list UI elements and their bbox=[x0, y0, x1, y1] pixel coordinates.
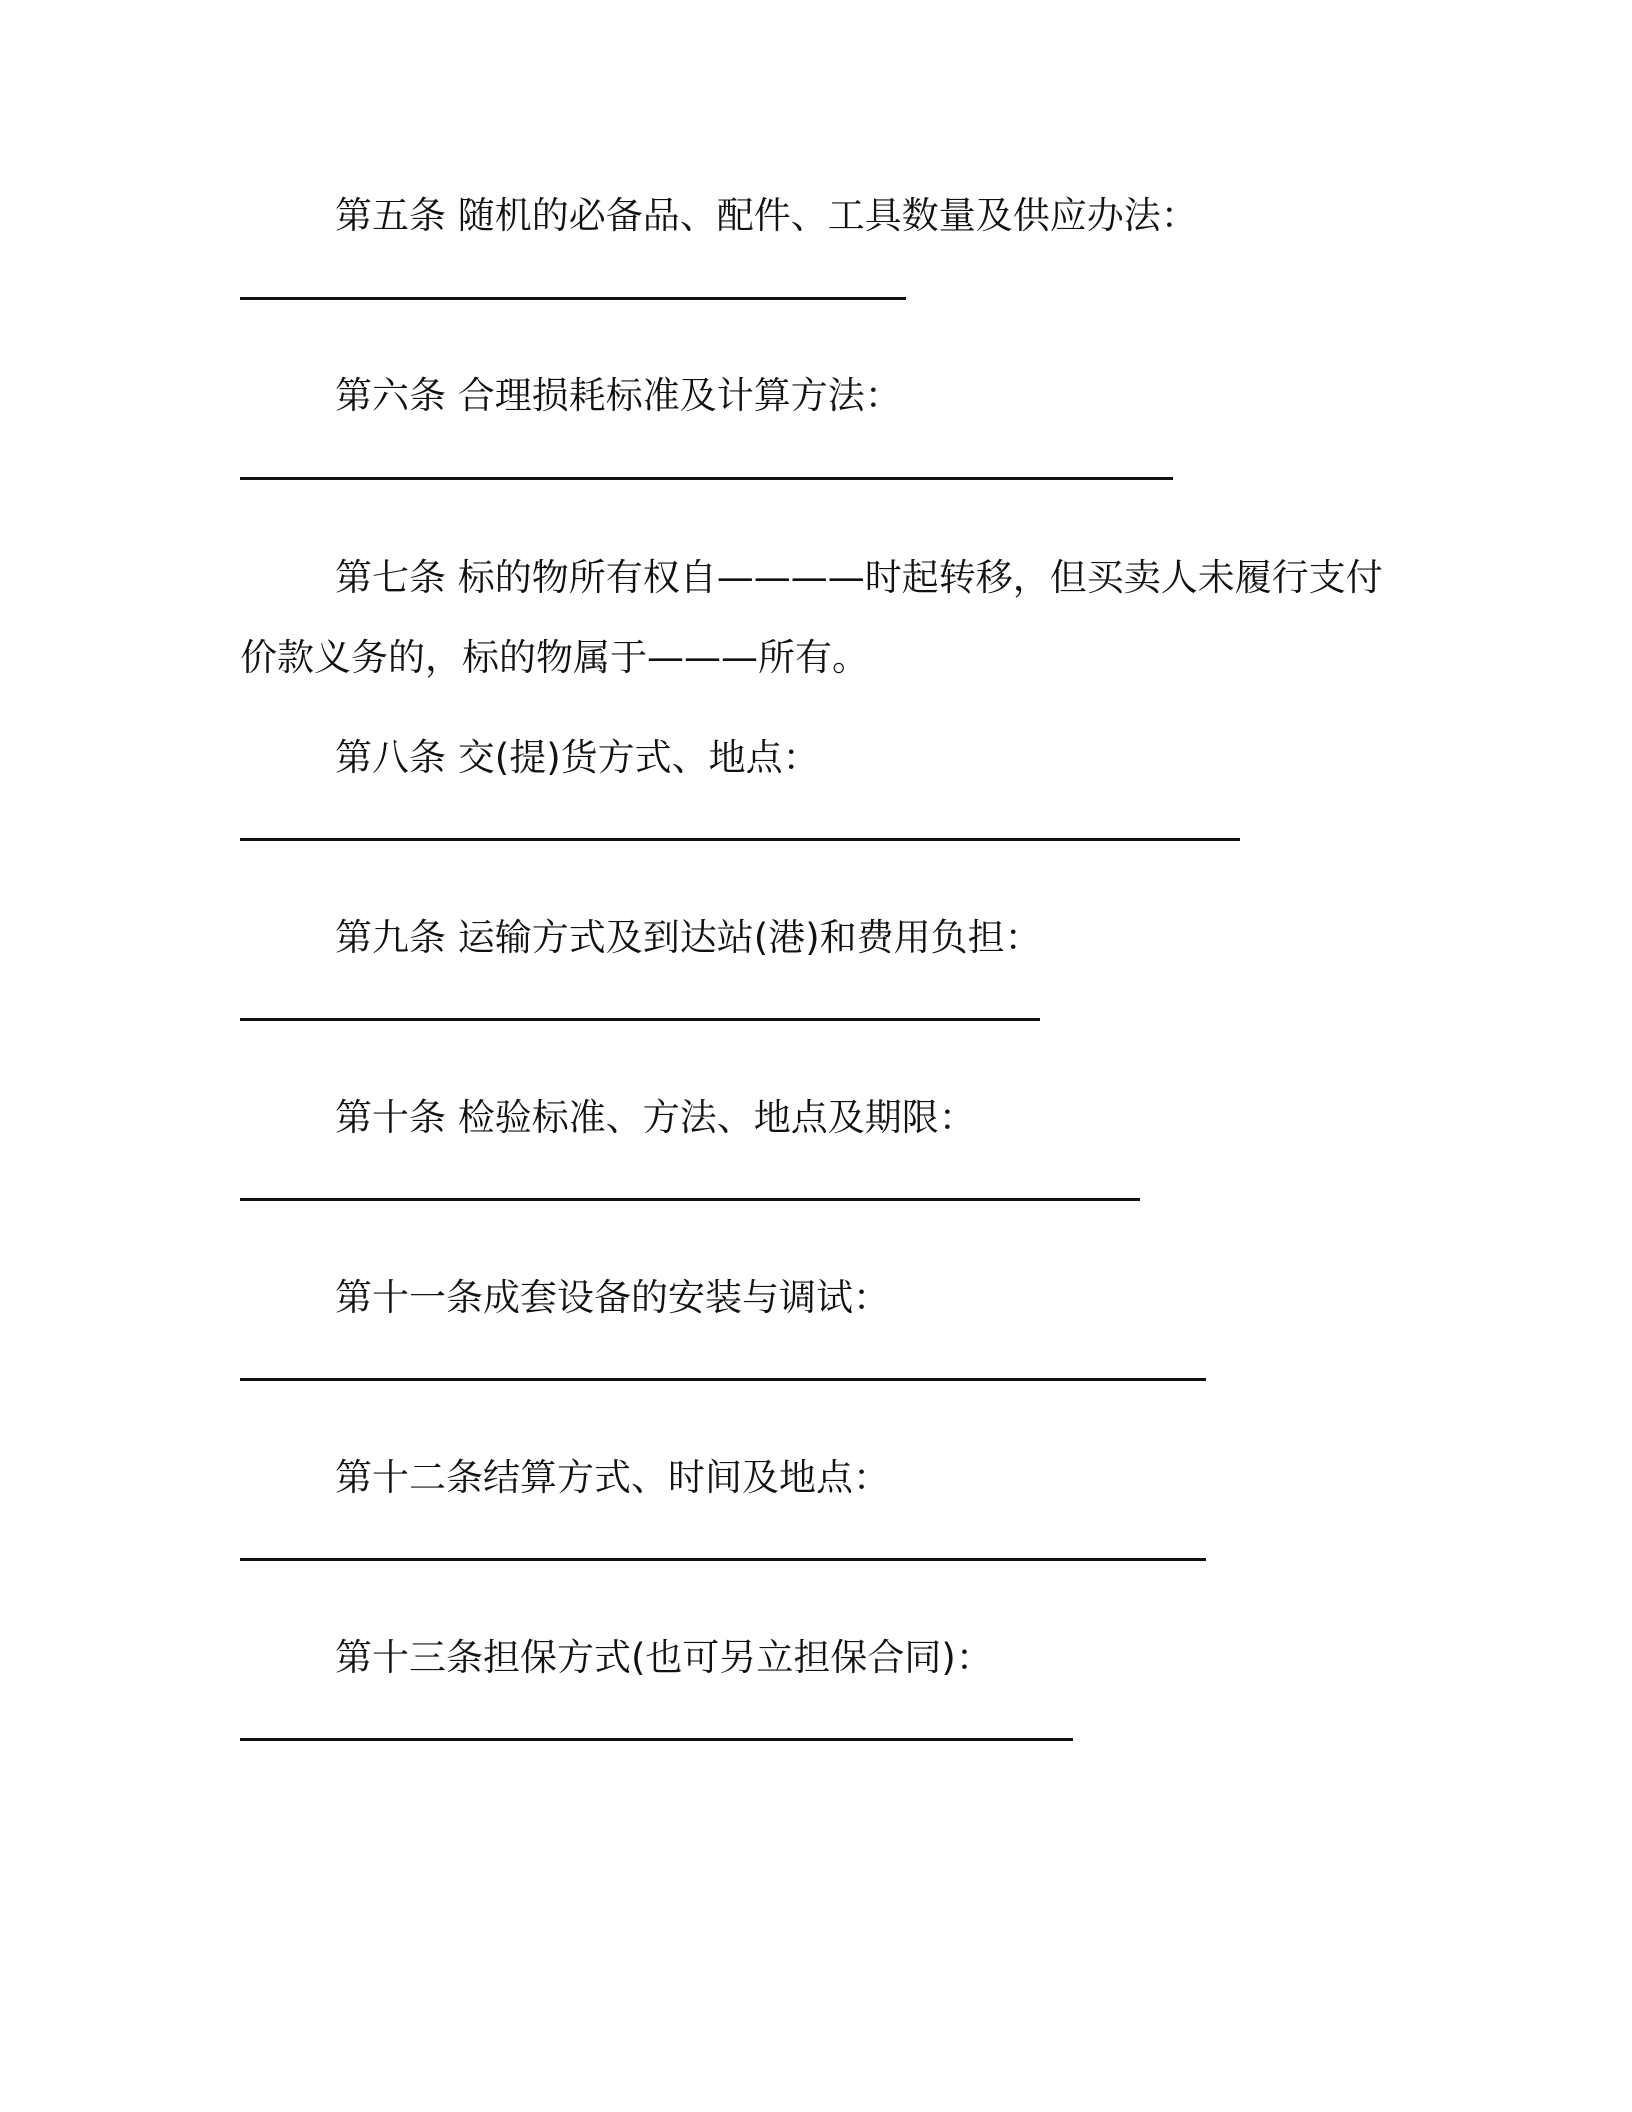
clause-10 bbox=[240, 1078, 1452, 1158]
clause-10-text: 第十条 检验标准、方法、地点及期限： bbox=[335, 1096, 976, 1139]
clause-13 bbox=[240, 1618, 1452, 1698]
clause-6 bbox=[240, 356, 1452, 436]
blank-line-10 bbox=[240, 1198, 1140, 1201]
blank-line-11 bbox=[240, 1378, 1206, 1381]
blank-line-8 bbox=[240, 838, 1240, 841]
clause-7 bbox=[240, 538, 1390, 698]
clause-9 bbox=[240, 898, 1452, 978]
blank-line-9 bbox=[240, 1018, 1040, 1021]
blank-line-6 bbox=[240, 477, 1173, 480]
clause-13-text: 第十三条担保方式(也可另立担保合同)： bbox=[335, 1636, 993, 1679]
clause-8 bbox=[240, 718, 1452, 798]
clause-8-text: 第八条 交(提)货方式、地点： bbox=[335, 736, 820, 779]
blank-line-13 bbox=[240, 1738, 1073, 1741]
clause-12-text: 第十二条结算方式、时间及地点： bbox=[335, 1456, 890, 1499]
clause-9-text: 第九条 运输方式及到达站(港)和费用负担： bbox=[335, 916, 1042, 959]
blank-line-5 bbox=[240, 297, 906, 300]
clause-12 bbox=[240, 1438, 1452, 1518]
blank-line-12 bbox=[240, 1558, 1206, 1561]
clause-11-text: 第十一条成套设备的安装与调试： bbox=[335, 1276, 890, 1319]
clause-7-text: 第七条 标的物所有权自————时起转移，但买卖人未履行支付价款义务的，标的物属于———所有。 bbox=[240, 556, 1383, 679]
clause-5-text: 第五条 随机的必备品、配件、工具数量及供应办法： bbox=[335, 194, 1198, 237]
clause-11 bbox=[240, 1258, 1452, 1338]
clause-6-text: 第六条 合理损耗标准及计算方法： bbox=[335, 374, 902, 417]
clause-5 bbox=[240, 176, 1452, 256]
